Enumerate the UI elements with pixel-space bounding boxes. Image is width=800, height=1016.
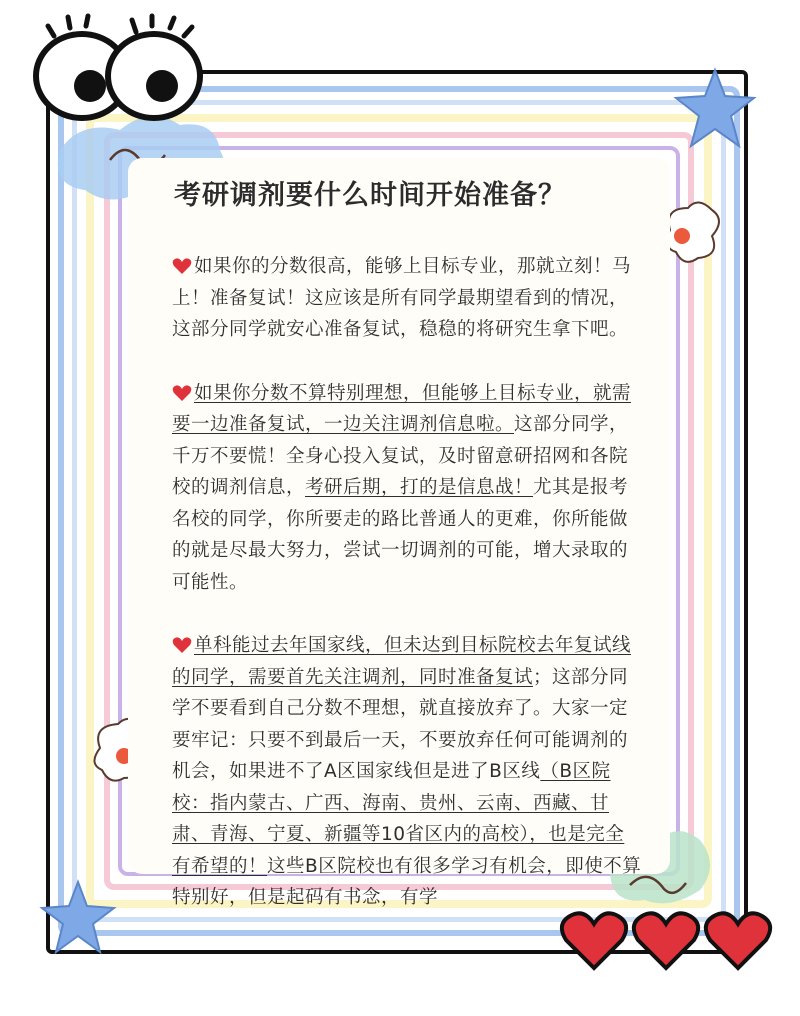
page-title: 考研调剂要什么时间开始准备？: [174, 180, 566, 211]
paragraph-3-text-1: ；这部分同学不要看到自己分数不理想，就直接放弃了。大家一定要牢记：只要不到最后一天，不要放弃任何可能调剂的机会，如果进不了A区国家线但是进了B区线: [172, 666, 629, 783]
article: [172, 178, 642, 946]
heart-icon: [172, 257, 192, 275]
heart-icon: [172, 636, 192, 654]
paragraph-2: [172, 378, 642, 599]
heart-icon: [172, 384, 192, 402]
paragraph-2-underline-1: 如果你分数不算特别理想，但能够上目标专业，就需要一边准备复试，一边关注调剂信息啦。: [172, 382, 632, 436]
star-icon: [672, 66, 758, 152]
eyes-icon: [24, 16, 204, 128]
paragraph-2-text-2: 尤其是报考名校的同学，你所要走的路比普通人的更难，你所能做的就是尽最大努力，尝试一切调剂的可能，增大录取的可能性。: [172, 477, 629, 593]
paragraph-2-text-1: 这部分同学，千万不要慌！全身心投入复试，及时留意研招网和各院校的调剂信息，: [172, 414, 629, 499]
paragraph-2-underline-2: 考研后期，打的是信息战！: [305, 477, 534, 499]
star-icon: [38, 878, 118, 958]
paragraph-3: [172, 630, 642, 914]
paragraph-1: [172, 251, 642, 346]
paragraph-3-text-2: 这些B区院校也有很多学习有机会，即使不算特别好，但是起码有书念，有学: [172, 855, 642, 909]
paragraph-1-text: 如果你的分数很高，能够上目标专业，那就立刻！马上！准备复试！这应该是所有同学最期望看到的情况，这部分同学就安心准备复试，稳稳的将研究生拿下吧。: [172, 256, 632, 341]
content-card: [128, 158, 670, 909]
paragraph-3-underline-1: 单科能过去年国家线，但未达到目标院校去年复试线的同学，需要首先关注调剂，同时准备复试: [172, 635, 632, 688]
paragraph-3-underline-2: （B区院校：指内蒙古、广西、海南、贵州、云南、西藏、甘肃、青海、宁夏、新疆等10省区内的高校），也是完全有希望的！: [172, 761, 625, 877]
